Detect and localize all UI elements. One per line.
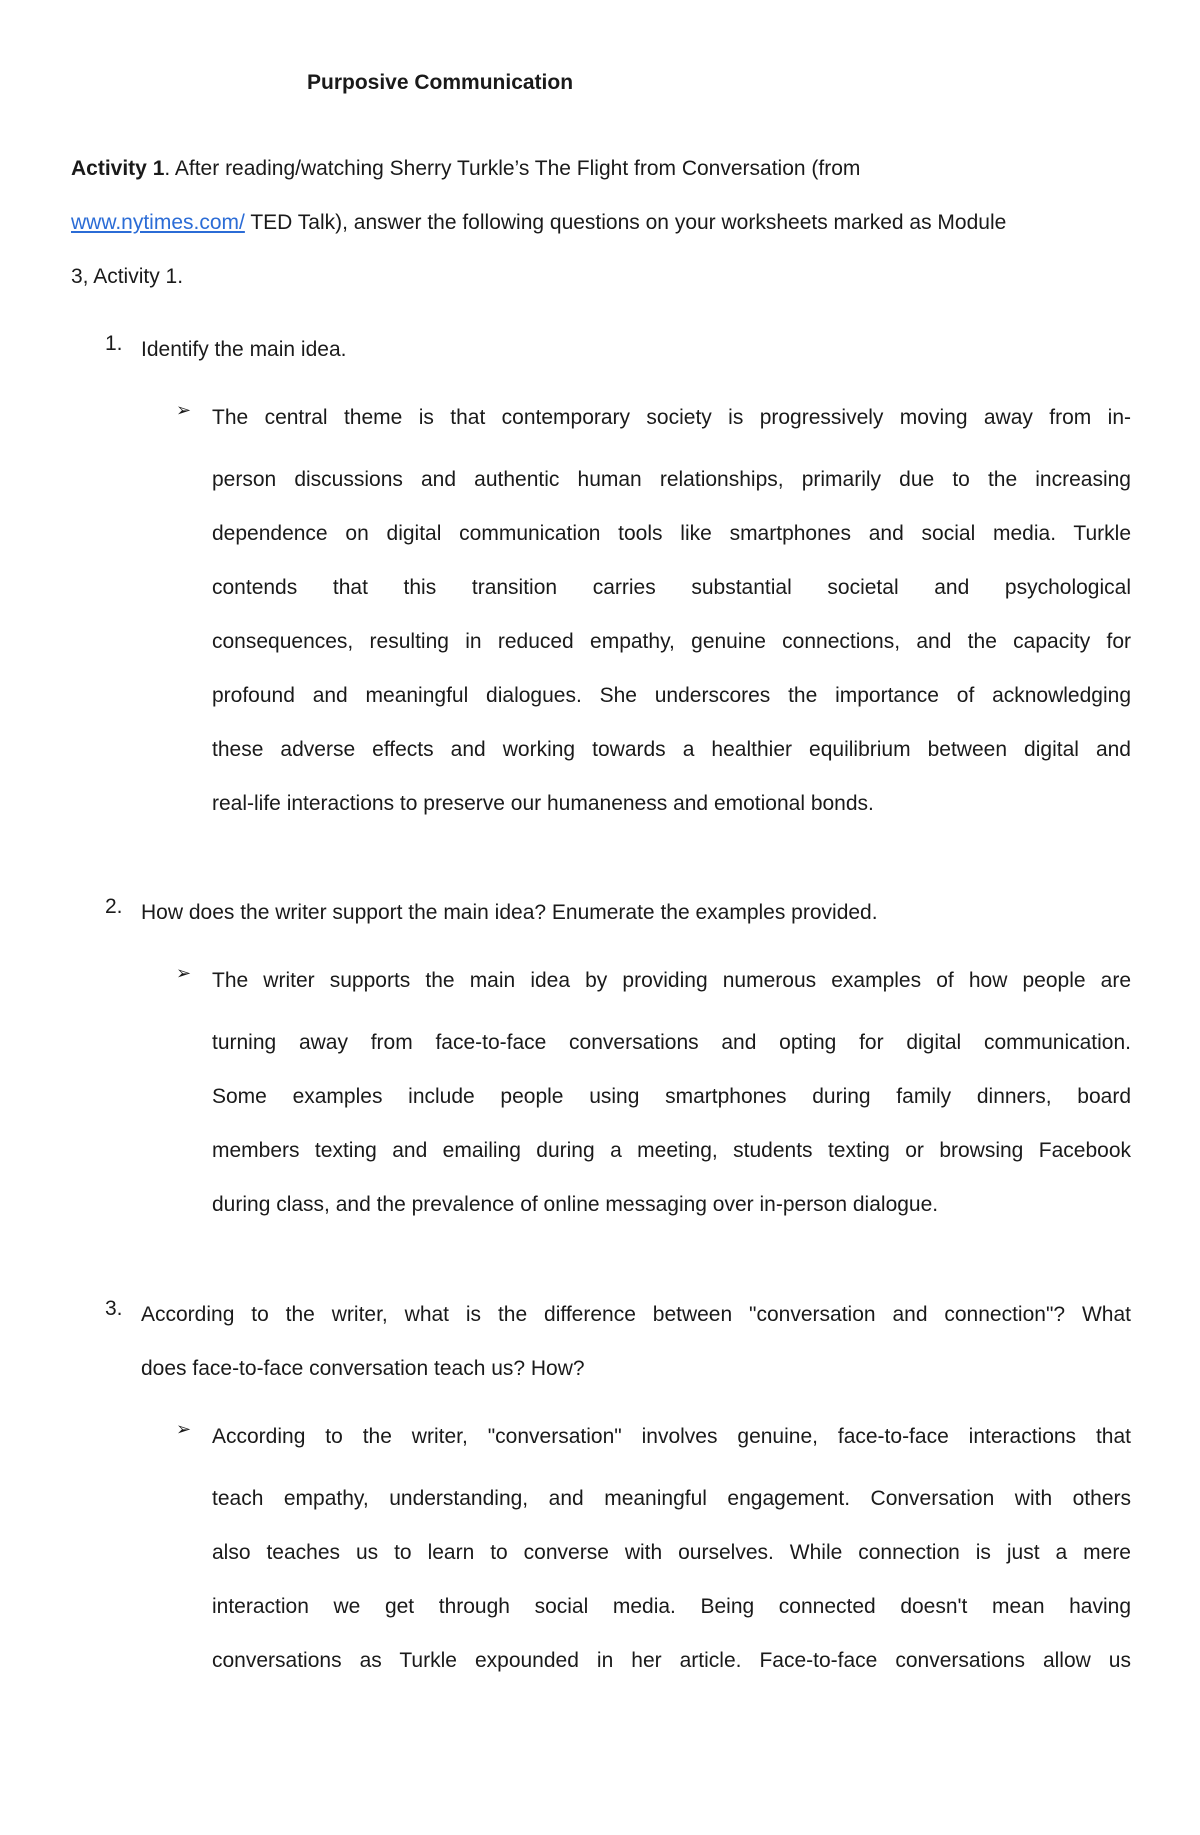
answer-line: consequences, resulting in reduced empathy, genuine connections, and the capacity for — [212, 630, 1131, 653]
answer-line: dependence on digital communication tools like smartphones and social media. Turkle — [212, 522, 1131, 545]
question-number: 3. — [105, 1297, 123, 1320]
question-number: 1. — [105, 332, 123, 355]
answer-line: The writer supports the main idea by providing numerous examples of how people are — [212, 969, 1131, 992]
question-3 — [105, 1297, 1131, 1405]
answer-line: turning away from face-to-face conversations and opting for digital communication. — [212, 1031, 1131, 1054]
page-title: Purposive Communication — [307, 71, 574, 94]
question-text: According to the writer, what is the difference between "conversation and connection"? What — [141, 1303, 1131, 1326]
activity-intro — [71, 151, 1131, 313]
arrow-bullet-icon: ➢ — [176, 400, 192, 420]
arrow-bullet-icon: ➢ — [176, 963, 192, 983]
intro-text-2: TED Talk), answer the following questions on your worksheets marked as Module — [244, 211, 1007, 234]
intro-line-1 — [71, 151, 1131, 205]
answer-line: The central theme is that contemporary society is progressively moving away from in- — [212, 406, 1131, 429]
answer-line: also teaches us to learn to converse with ourselves. While connection is just a mere — [212, 1541, 1131, 1564]
answer-line: conversations as Turkle expounded in her article. Face-to-face conversations allow us — [212, 1649, 1131, 1672]
answer-line: According to the writer, "conversation" involves genuine, face-to-face interactions that — [212, 1425, 1131, 1448]
answer-line: these adverse effects and working towards a healthier equilibrium between digital and — [212, 738, 1131, 761]
answer-2 — [176, 963, 1131, 1241]
question-2 — [105, 895, 1131, 949]
answer-line: during class, and the prevalence of online messaging over in-person dialogue. — [212, 1193, 939, 1216]
answer-line: members texting and emailing during a meeting, students texting or browsing Facebook — [212, 1139, 1131, 1162]
nytimes-link[interactable]: www.nytimes.com/ — [71, 211, 245, 234]
question-text: How does the writer support the main idea? Enumerate the examples provided. — [141, 901, 878, 924]
answer-1 — [176, 400, 1131, 840]
answer-line: interaction we get through social media. Being connected doesn't mean having — [212, 1595, 1131, 1618]
intro-text-1: . After reading/watching Sherry Turkle’s The Flight from Conversation (from — [164, 157, 861, 180]
answer-line: Some examples include people using smartphones during family dinners, board — [212, 1085, 1131, 1108]
answer-line: profound and meaningful dialogues. She underscores the importance of acknowledging — [212, 684, 1131, 707]
arrow-bullet-icon: ➢ — [176, 1419, 192, 1439]
activity-label: Activity 1 — [71, 157, 165, 180]
answer-line: teach empathy, understanding, and meaningful engagement. Conversation with others — [212, 1487, 1131, 1510]
intro-line-2 — [71, 205, 1131, 259]
intro-line-3: 3, Activity 1. — [71, 265, 184, 288]
question-number: 2. — [105, 895, 123, 918]
question-text: Identify the main idea. — [141, 338, 347, 361]
question-1 — [105, 332, 1131, 386]
answer-line: person discussions and authentic human relationships, primarily due to the increasing — [212, 468, 1131, 491]
question-text: does face-to-face conversation teach us? How? — [141, 1357, 585, 1380]
answer-3 — [176, 1419, 1131, 1697]
answer-line: contends that this transition carries substantial societal and psychological — [212, 576, 1131, 599]
answer-line: real-life interactions to preserve our humaneness and emotional bonds. — [212, 792, 874, 815]
